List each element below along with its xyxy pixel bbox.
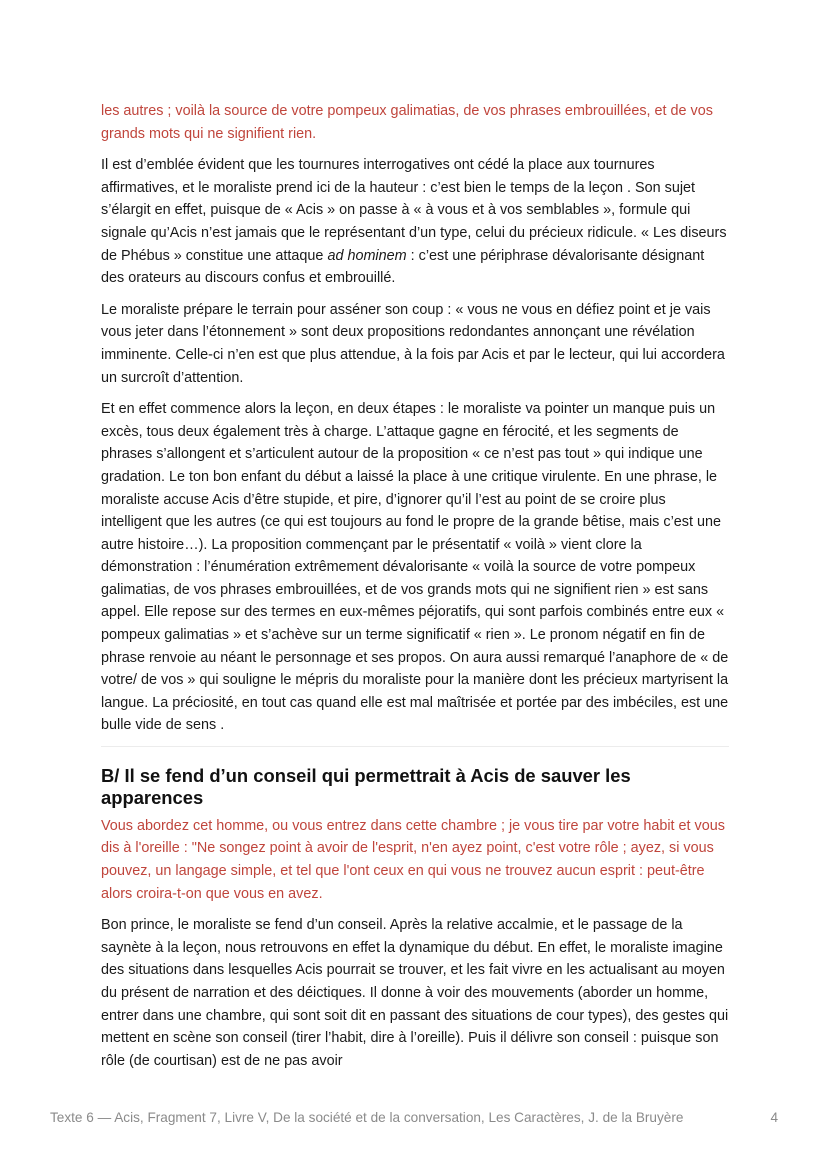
footer-title: Texte 6 — Acis, Fragment 7, Livre V, De la société et de la conversation, Les Caractères, J. de la Bruyère xyxy=(50,1110,684,1125)
page-number: 4 xyxy=(770,1110,778,1125)
quote-excerpt-1: les autres ; voilà la source de votre pompeux galimatias, de vos phrases embrouillées, et de vos grands mots qui ne signifient rien. xyxy=(101,103,713,142)
section-divider xyxy=(101,746,729,747)
quote-excerpt-2: Vous abordez cet homme, ou vous entrez dans cette chambre ; je vous tire par votre habit et vous dis à l'oreille : "Ne songez point à avoir de l'esprit, n'en ayez point, c'est votre rôle ; ayez, si vous pouvez, un langage simple, et tel que l'ont ceux en qui vous ne trouvez aucun esprit : peut-être alors croira-t-on que vous en avez. xyxy=(101,817,725,902)
paragraph-4: Bon prince, le moraliste se fend d’un conseil. Après la relative accalmie, et le passage de la saynète à la leçon, nous retrouvons en effet la dynamique du début. En effet, le moraliste imagine des situations dans lesquelles Acis pourrait se trouver, et les fait vivre en les actualisant au moyen du présent de narration et des déictiques. Il donne à voir des mouvements (aborder un homme, entrer dans une chambre, qui sont soit dit en passant des situations de cour types), des gestes qui mettent en scène son conseil (tirer l’habit, dire à l’oreille). Puis il délivre son conseil : puisque son rôle (de courtisan) est de ne pas avoir xyxy=(101,917,729,1069)
paragraph-1-emphasis: ad hominem xyxy=(327,247,407,264)
page-footer xyxy=(50,1110,778,1125)
paragraph-1-part-b: : c’est une périphrase dévalorisante désignant des orateurs au discours confus et embrouillé. xyxy=(101,247,705,287)
paragraph-2: Le moraliste prépare le terrain pour asséner son coup : « vous ne vous en défiez point et je vais vous jeter dans l’étonnement » sont deux propositions redondantes annonçant une révélation imminente. Celle-ci n’en est que plus attendue, à la fois par Acis et par le lecteur, qui lui accordera un surcroît d’attention. xyxy=(101,301,725,386)
page-content xyxy=(101,100,729,1081)
paragraph-1 xyxy=(101,154,729,290)
paragraph-1-part-a: Il est d’emblée évident que les tournures interrogatives ont cédé la place aux tournures affirmatives, et le moraliste prend ici de la hauteur : c’est bien le temps de la leçon . Son sujet s’élargit en effet, puisque de « Acis » on passe à « à vous et à vos semblables », formule qui signale qu’Acis n’est jamais que le représentant d’un type, celui du précieux ridicule. « Les diseurs de Phébus » constitue une attaque xyxy=(101,157,727,264)
paragraph-3: Et en effet commence alors la leçon, en deux étapes : le moraliste va pointer un manque puis un excès, tous deux également très à charge. L’attaque gagne en férocité, et les segments de phrases s’allongent et s’articulent autour de la proposition « ce n’est pas tout » qui indique une gradation. Le ton bon enfant du début a laissé la place à une critique virulente. En une phrase, le moraliste accuse Acis d’être stupide, et pire, d’ignorer qu’il l’est au point de se croire plus intelligent que les autres (ce qui est toujours au fond le propre de la grande bêtise, mais c’est une autre histoire…). La proposition commençant par le présentatif « voilà » vient clore la démonstration : l’énumération extrêmement dévalorisante « voilà la source de votre pompeux galimatias, de vos phrases embrouillées, et de vos grands mots qui ne signifient rien » est sans appel. Elle repose sur des termes en eux-mêmes péjoratifs, qui sont parfois combinés entre eux « pompeux galimatias » et s’achève sur un terme significatif « rien ». Le pronom négatif en fin de phrase renvoie au néant le personnage et ses propos. On aura aussi remarqué l’anaphore de « de votre/ de vos » qui souligne le mépris du moraliste pour la manière dont les précieux martyrisent la langue. La préciosité, en tout cas quand elle est mal maîtrisée et portée par des imbéciles, est une bulle vide de sens . xyxy=(101,401,729,734)
section-heading: B/ Il se fend d’un conseil qui permettrait à Acis de sauver les apparences xyxy=(101,765,631,809)
